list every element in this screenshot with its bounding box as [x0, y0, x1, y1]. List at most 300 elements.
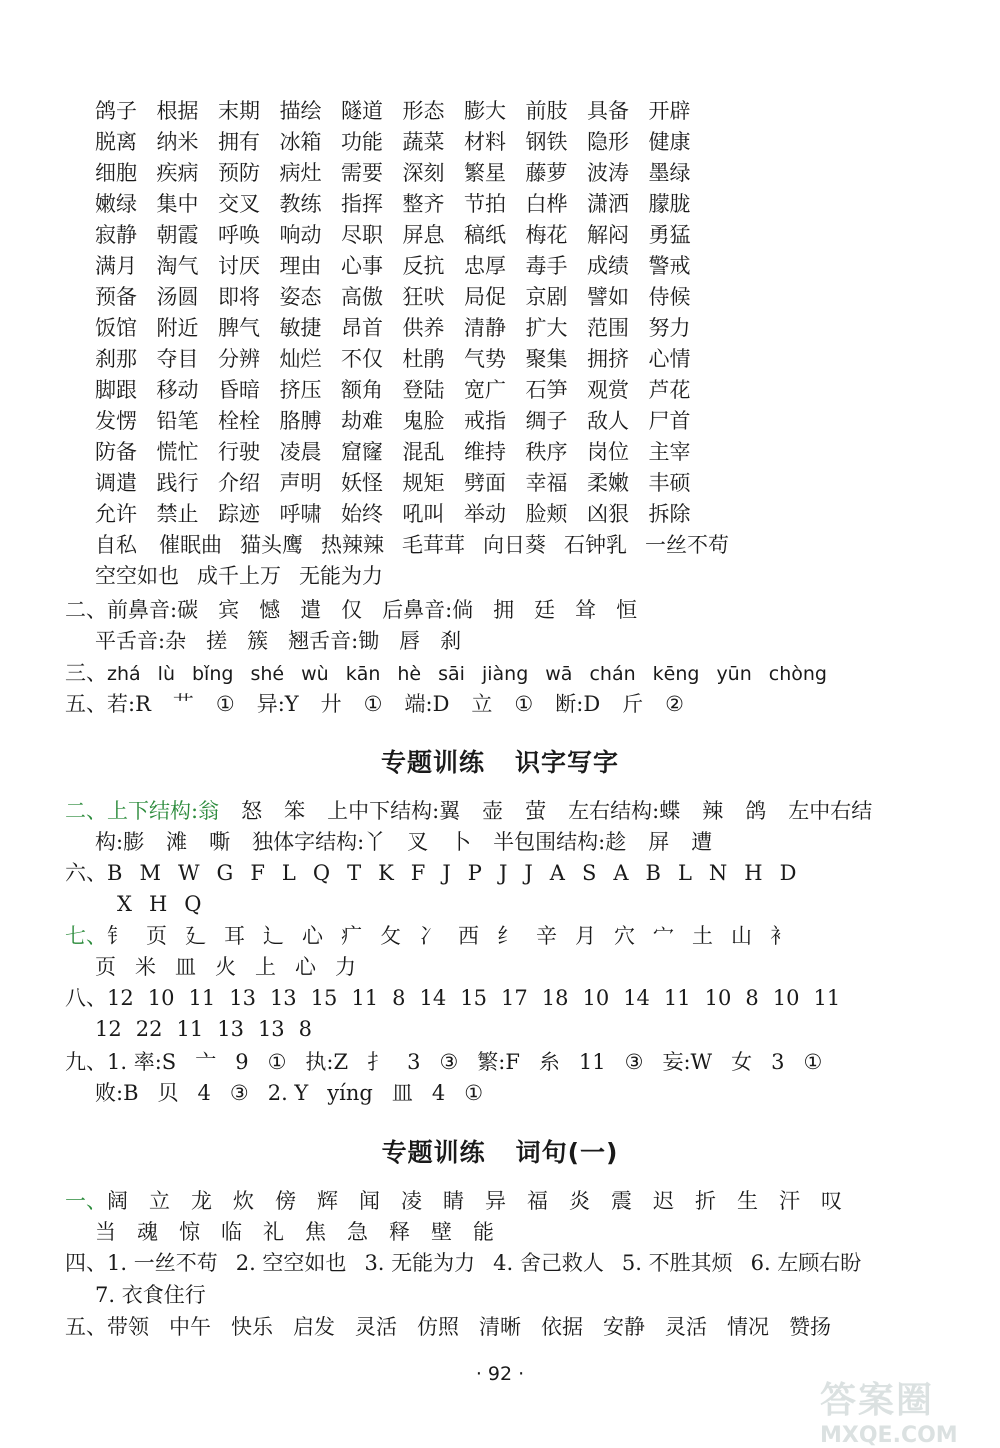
answer-item: A — [549, 861, 565, 885]
answer-item: 亠 — [195, 1050, 217, 1074]
word-item: 防备 — [95, 440, 137, 464]
answer-item: 12 — [95, 1017, 122, 1041]
answer-item: 壶 — [482, 799, 504, 823]
word-item: 呼啸 — [279, 502, 322, 526]
word-item: 屏息 — [402, 223, 445, 247]
word-item: 寂静 — [95, 223, 137, 247]
word-item: 稿纸 — [464, 223, 506, 247]
word-item: 末期 — [218, 99, 260, 123]
answer-item: 异 — [485, 1189, 506, 1213]
answer-item: 迟 — [653, 1189, 674, 1213]
word-item: 交叉 — [218, 192, 260, 216]
answer-item: 憾 — [259, 598, 281, 622]
word-item: 始终 — [341, 502, 383, 526]
answer-item: 火 — [215, 955, 236, 979]
answer-item: F — [250, 861, 265, 885]
word-item: 发愣 — [95, 409, 137, 433]
answer-item: 卜 — [450, 830, 472, 854]
answer-item: 仅 — [341, 598, 363, 622]
answer-item: W — [177, 861, 200, 885]
answer-item: 廴 — [185, 924, 206, 948]
pinyin-item: bǐng — [192, 663, 234, 685]
answer-item: 异:Y — [256, 692, 299, 716]
answer-item: 福 — [527, 1189, 548, 1213]
answer-item: 遣 — [300, 598, 322, 622]
sec3-line1 — [65, 1186, 863, 1217]
word-item: 成千上万 — [197, 564, 281, 588]
sec2-line3 — [65, 858, 813, 889]
pinyin-item: chán — [589, 663, 636, 685]
pinyin-item: yūn — [716, 663, 752, 685]
word-item: 额角 — [341, 378, 383, 402]
answer-item: 独体字结构:丫 — [252, 830, 386, 854]
answer-item: 端:D — [404, 692, 450, 716]
heading-shizi-part-a: 专题训练 — [380, 748, 485, 777]
word-item: 根据 — [156, 99, 199, 123]
item-label: 九、 — [65, 1050, 107, 1074]
word-item: 劫难 — [341, 409, 383, 433]
answer-item: 睛 — [443, 1189, 464, 1213]
word-item: 讨厌 — [218, 254, 260, 278]
word-item: 范围 — [587, 316, 629, 340]
answer-item: 焦 — [305, 1220, 326, 1244]
answer-item: 2. 空空如也 — [235, 1251, 347, 1275]
word-item: 允许 — [95, 502, 137, 526]
answer-item: 炊 — [233, 1189, 254, 1213]
answer-item: 礼 — [263, 1220, 284, 1244]
item-label: 五、 — [65, 1315, 107, 1339]
sec2-line8 — [95, 1014, 326, 1045]
answer-item: 1. 一丝不苟 — [107, 1251, 218, 1275]
answer-item: S — [581, 861, 597, 885]
answer-item: 纟 — [497, 924, 518, 948]
word-item: 脸颊 — [525, 502, 568, 526]
word-item: 混乱 — [402, 440, 445, 464]
answer-item: 4. 舍己救人 — [493, 1251, 604, 1275]
answer-item: 皿 — [391, 1081, 413, 1105]
answer-item: ① — [514, 692, 534, 716]
answer-item: H — [148, 892, 168, 916]
word-row — [95, 561, 975, 592]
answer-item: F — [410, 861, 426, 885]
answer-item: M — [139, 861, 161, 885]
sec2-line1 — [65, 796, 894, 827]
word-item: 膨大 — [464, 99, 506, 123]
heading-ciju-part-a: 专题训练 — [381, 1138, 486, 1167]
answer-item: 钅 — [107, 924, 128, 948]
word-item: 鬼脸 — [402, 409, 445, 433]
answer-item: 能 — [473, 1220, 494, 1244]
word-item: 妖怪 — [341, 471, 383, 495]
word-item: 节拍 — [464, 192, 506, 216]
word-item: 尽职 — [341, 223, 383, 247]
answer-item: 繁:F — [477, 1050, 520, 1074]
answer-item: 杂 — [165, 629, 187, 653]
answer-item: L — [677, 861, 692, 885]
answer-item: 土 — [692, 924, 713, 948]
word-item: 窟窿 — [341, 440, 383, 464]
word-item: 满月 — [95, 254, 137, 278]
answer-item: 败:B — [95, 1081, 139, 1105]
answer-item: L — [281, 861, 296, 885]
word-item: 需要 — [341, 161, 383, 185]
word-item: 气势 — [464, 347, 506, 371]
answer-item: T — [347, 861, 362, 885]
word-item: 芦花 — [648, 378, 691, 402]
word-item: 京剧 — [525, 285, 568, 309]
word-item: 聚集 — [525, 347, 568, 371]
item-label: 二、前鼻音: — [65, 598, 178, 622]
word-item: 病灶 — [279, 161, 322, 185]
answer-item: ① — [803, 1050, 823, 1074]
answer-item: N — [708, 861, 728, 885]
word-item: 淘气 — [156, 254, 199, 278]
word-row — [95, 313, 975, 344]
answer-item: 快乐 — [231, 1315, 273, 1339]
heading-shizi — [0, 743, 1000, 779]
answer-item: 月 — [575, 924, 596, 948]
word-item: 墨绿 — [648, 161, 691, 185]
word-item: 凌晨 — [279, 440, 322, 464]
word-item: 慌忙 — [156, 440, 199, 464]
answer-item: 仿照 — [417, 1315, 459, 1339]
answer-item: 10 — [772, 986, 800, 1010]
answer-item: 18 — [541, 986, 569, 1010]
word-item: 鸽子 — [95, 99, 137, 123]
word-row — [95, 499, 975, 530]
word-row — [95, 189, 975, 220]
answer-item: 5. 不胜其烦 — [621, 1251, 733, 1275]
answer-item: 释 — [389, 1220, 410, 1244]
watermark-line2: MXQE.COM — [820, 1423, 958, 1448]
answer-item: 10 — [147, 986, 175, 1010]
sec3-line2 — [95, 1217, 515, 1248]
answer-item: ① — [267, 1050, 287, 1074]
answer-item: 遭 — [691, 830, 713, 854]
word-row — [95, 437, 975, 468]
answer-item: 13 — [217, 1017, 244, 1041]
word-item: 解闷 — [587, 223, 629, 247]
answer-item: K — [378, 861, 394, 885]
item-label: 平舌音: — [95, 629, 166, 653]
word-item: 举动 — [464, 502, 506, 526]
word-item: 禁止 — [156, 502, 199, 526]
answer-item: 恒 — [616, 598, 638, 622]
word-item: 热辣辣 — [321, 533, 384, 557]
sec3-line5 — [65, 1312, 851, 1343]
answer-item: 米 — [135, 955, 156, 979]
answer-item: 贝 — [157, 1081, 179, 1105]
answer-item: 叹 — [821, 1189, 842, 1213]
answer-item: H — [744, 861, 763, 885]
answer-item: 11 — [813, 986, 841, 1010]
word-item: 朝霞 — [156, 223, 199, 247]
word-item: 幸福 — [525, 471, 568, 495]
answer-item: 扌 — [367, 1050, 389, 1074]
answer-item: J — [498, 861, 508, 885]
item-label: 六、 — [65, 861, 107, 885]
word-item: 譬如 — [587, 285, 629, 309]
word-item: 脱离 — [95, 130, 137, 154]
word-item: 呼唤 — [218, 223, 260, 247]
word-item: 移动 — [156, 378, 199, 402]
word-item: 局促 — [464, 285, 506, 309]
answer-item: 萤 — [525, 799, 547, 823]
answer-item: 3 — [771, 1050, 785, 1074]
answer-item: 页 — [146, 924, 167, 948]
answer-item: 拥 — [493, 598, 515, 622]
word-item: 隐形 — [587, 130, 629, 154]
sec1-line4 — [65, 689, 706, 720]
answer-item: G — [216, 861, 234, 885]
word-item: 响动 — [279, 223, 322, 247]
word-item: 观赏 — [587, 378, 629, 402]
answer-item: 15 — [310, 986, 338, 1010]
word-item: 心情 — [648, 347, 691, 371]
answer-item: 魂 — [137, 1220, 158, 1244]
answer-item: 情况 — [727, 1315, 769, 1339]
word-item: 催眠曲 — [159, 533, 222, 557]
word-item: 饭馆 — [95, 316, 137, 340]
item-label: 五、 — [65, 692, 107, 716]
word-item: 拥有 — [218, 130, 260, 154]
answer-item: 妄:W — [662, 1050, 713, 1074]
answer-item: 3 — [407, 1050, 421, 1074]
answer-item: J — [442, 861, 451, 885]
word-item: 教练 — [279, 192, 322, 216]
word-item: 形态 — [402, 99, 445, 123]
answer-item: 折 — [695, 1189, 716, 1213]
word-item: 拥挤 — [587, 347, 629, 371]
page-number: · 92 · — [475, 1363, 525, 1385]
word-item: 空空如也 — [95, 564, 179, 588]
answer-item: B — [107, 861, 123, 885]
word-item: 杜鹃 — [402, 347, 445, 371]
word-item: 介绍 — [218, 471, 260, 495]
answer-item: 攵 — [380, 924, 401, 948]
word-item: 石钟乳 — [564, 533, 627, 557]
word-item: 预备 — [95, 285, 137, 309]
answer-item: 1. 率:S — [107, 1050, 177, 1074]
word-item: 波涛 — [587, 161, 629, 185]
word-item: 无能为力 — [299, 564, 383, 588]
word-item: 尸首 — [648, 409, 691, 433]
word-item: 石笋 — [525, 378, 568, 402]
pinyin-item: jiàng — [481, 663, 529, 685]
answer-item: 傍 — [275, 1189, 296, 1213]
answer-item: A — [613, 861, 629, 885]
answer-item: 二、上下结构:翁 — [65, 799, 220, 823]
answer-item: 叉 — [407, 830, 429, 854]
word-row — [95, 127, 975, 158]
pinyin-item: sāi — [438, 663, 465, 685]
answer-item: ③ — [229, 1081, 249, 1105]
answer-item: Q — [312, 861, 331, 885]
answer-item: 8 — [392, 986, 406, 1010]
answer-item: 辛 — [536, 924, 557, 948]
word-item: 绸子 — [525, 409, 568, 433]
answer-item: 鸽 — [745, 799, 767, 823]
word-item: 扩大 — [525, 316, 568, 340]
answer-item: 阔 — [107, 1189, 128, 1213]
word-item: 戒指 — [464, 409, 506, 433]
word-item: 成绩 — [587, 254, 629, 278]
word-item: 秩序 — [525, 440, 568, 464]
watermark-line1: 答案圈 — [820, 1380, 935, 1421]
word-row — [95, 530, 975, 561]
word-item: 栓栓 — [218, 409, 260, 433]
answer-item: 急 — [347, 1220, 368, 1244]
word-item: 深刻 — [402, 161, 445, 185]
pinyin-item: chòng — [768, 663, 827, 685]
item-label: 三、 — [65, 661, 107, 685]
answer-item: 4 — [431, 1081, 446, 1105]
word-item: 姿态 — [279, 285, 322, 309]
answer-item: 带领 — [107, 1315, 149, 1339]
answer-item: 心 — [295, 955, 316, 979]
answer-item: 灵活 — [355, 1315, 397, 1339]
sec2-line10 — [95, 1078, 502, 1109]
word-item: 调遣 — [95, 471, 137, 495]
word-item: 昂首 — [341, 316, 383, 340]
answer-item: 清晰 — [479, 1315, 521, 1339]
answer-item: 当 — [95, 1220, 116, 1244]
answer-item: 7. 衣食住行 — [95, 1283, 206, 1307]
answer-item: 力 — [335, 955, 356, 979]
answer-item: 搓 — [206, 629, 228, 653]
word-item: 纳米 — [156, 130, 199, 154]
answer-item: 中午 — [169, 1315, 211, 1339]
answer-item: 辶 — [263, 924, 284, 948]
answer-item: 页 — [95, 955, 116, 979]
answer-item: J — [524, 861, 533, 885]
word-item: 侍候 — [648, 285, 691, 309]
answer-item: 11 — [578, 1050, 606, 1074]
sec2-line5 — [65, 921, 809, 952]
answer-item: 11 — [663, 986, 691, 1010]
word-item: 脚跟 — [95, 378, 137, 402]
word-item: 狂吠 — [402, 285, 445, 309]
word-item: 胳膊 — [279, 409, 322, 433]
answer-item: 10 — [704, 986, 732, 1010]
word-item: 夺目 — [156, 347, 199, 371]
item-label: 四、 — [65, 1251, 107, 1275]
answer-item: 赞扬 — [789, 1315, 831, 1339]
heading-ciju-part-b: 词句(一) — [515, 1138, 619, 1167]
answer-item: 依据 — [541, 1315, 583, 1339]
answer-item: 震 — [611, 1189, 632, 1213]
answer-item: 汗 — [779, 1189, 800, 1213]
answer-item: 上中下结构:翼 — [327, 799, 461, 823]
answer-item: 辉 — [317, 1189, 338, 1213]
answer-item: 11 — [351, 986, 379, 1010]
sec2-line2 — [95, 827, 734, 858]
answer-item: 衤 — [770, 924, 791, 948]
word-item: 分辨 — [218, 347, 260, 371]
word-item: 登陆 — [402, 378, 445, 402]
word-item: 疾病 — [156, 161, 199, 185]
answer-item: 嘶 — [209, 830, 231, 854]
answer-item: 断:D — [555, 692, 601, 716]
answer-item: 凌 — [401, 1189, 422, 1213]
answer-item: 启发 — [293, 1315, 335, 1339]
answer-item: 斤 — [622, 692, 644, 716]
word-item: 维持 — [464, 440, 506, 464]
word-item: 向日葵 — [483, 533, 546, 557]
sec3-line4 — [95, 1280, 224, 1311]
word-item: 敏捷 — [279, 316, 322, 340]
word-item: 细胞 — [95, 161, 137, 185]
word-item: 努力 — [648, 316, 691, 340]
answer-item: 刹 — [440, 629, 462, 653]
answer-item: yíng — [327, 1081, 373, 1105]
answer-item: 炎 — [569, 1189, 590, 1213]
word-item: 敌人 — [587, 409, 629, 433]
word-item: 行驶 — [218, 440, 260, 464]
word-item: 朦胧 — [648, 192, 691, 216]
answer-item: 耸 — [575, 598, 597, 622]
answer-item: 8 — [745, 986, 759, 1010]
word-item: 梅花 — [525, 223, 568, 247]
word-item: 脾气 — [218, 316, 260, 340]
word-item: 拆除 — [648, 502, 691, 526]
word-item: 汤圆 — [156, 285, 199, 309]
answer-item: B — [645, 861, 661, 885]
answer-item: 左右结构:蝶 — [568, 799, 681, 823]
answer-item: ② — [665, 692, 684, 716]
answer-item: 15 — [460, 986, 487, 1010]
word-row — [95, 468, 975, 499]
word-item: 不仅 — [341, 347, 383, 371]
word-item: 材料 — [464, 130, 506, 154]
answer-item: 2. Y — [267, 1081, 309, 1105]
answer-item: ③ — [624, 1050, 644, 1074]
answer-item: 13 — [269, 986, 297, 1010]
answer-item: 立 — [149, 1189, 170, 1213]
pinyin-item: zhá — [107, 663, 141, 685]
answer-item: ③ — [439, 1050, 459, 1074]
word-item: 毛茸茸 — [402, 533, 465, 557]
answer-item: 若:R — [107, 692, 151, 716]
answer-item: 倘 — [452, 598, 474, 622]
answer-item: 3. 无能为力 — [364, 1251, 476, 1275]
answer-item: 耳 — [224, 924, 245, 948]
word-item: 健康 — [648, 130, 691, 154]
answer-item: 13 — [229, 986, 256, 1010]
word-item: 声明 — [279, 471, 322, 495]
word-item: 一丝不苟 — [645, 533, 729, 557]
answer-item: 14 — [623, 986, 650, 1010]
item-label: 一、 — [65, 1189, 107, 1213]
word-item: 踪迹 — [218, 502, 260, 526]
word-item: 丰硕 — [648, 471, 691, 495]
word-item: 猫头鹰 — [240, 533, 303, 557]
word-item: 前肢 — [525, 99, 568, 123]
word-item: 开辟 — [648, 99, 691, 123]
word-item: 吼叫 — [402, 502, 445, 526]
answer-item: 13 — [257, 1017, 285, 1041]
item-label: 后鼻音: — [382, 598, 453, 622]
word-row — [95, 375, 975, 406]
word-item: 毒手 — [525, 254, 568, 278]
answer-item: 11 — [176, 1017, 204, 1041]
word-item: 指挥 — [341, 192, 383, 216]
word-row — [95, 220, 975, 251]
word-item: 白桦 — [525, 192, 568, 216]
pinyin-item: shé — [250, 663, 285, 685]
word-item: 心事 — [341, 254, 383, 278]
word-item: 功能 — [341, 130, 383, 154]
